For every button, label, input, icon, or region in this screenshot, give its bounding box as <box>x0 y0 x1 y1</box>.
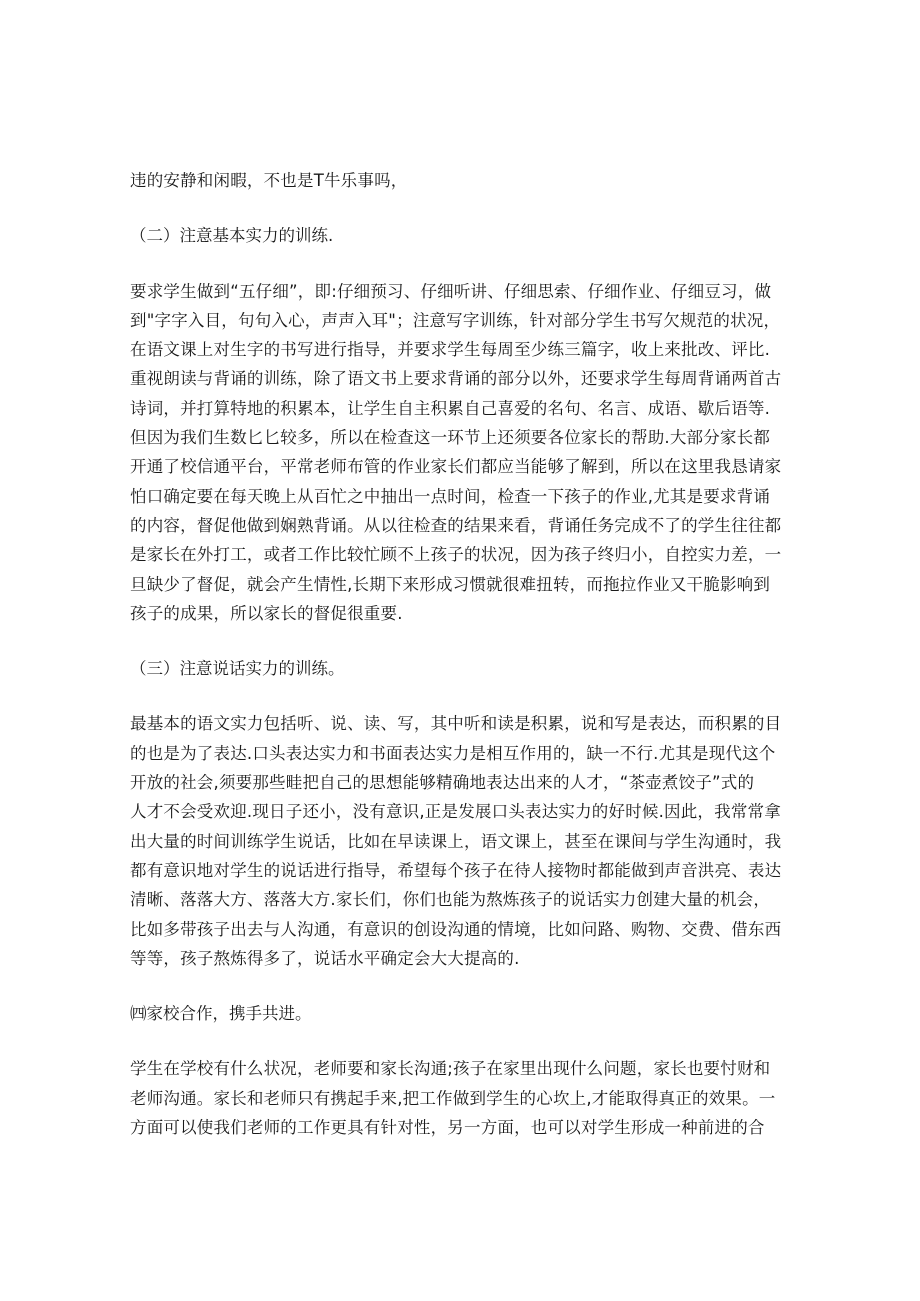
text-line: 在语文课上对生字的书写进行指导，并要求学生每周至少练三篇字，收上来批改、评比. <box>130 340 771 360</box>
text-line: 违的安静和闲暇，不也是T牛乐事吗， <box>130 171 408 190</box>
block-spacer <box>130 251 792 277</box>
text-line: 但因为我们生数匕匕较多，所以在检查这一环节上还须要各位家长的帮助.大部分家长都 <box>130 428 771 448</box>
section-heading-2: （二）注意基本实力的训练. <box>130 226 334 246</box>
document-page <box>130 166 792 1142</box>
text-line: 比如多带孩子出去与人沟通，有意识的创设沟通的情境，比如问路、购物、交费、借东西 <box>130 919 782 939</box>
paragraph-speaking-skills <box>130 709 792 973</box>
block-spacer <box>130 973 792 999</box>
text-line: 开通了校信通平台，平常老师布管的作业家长们都应当能够了解到，所以在这里我恳请家 <box>130 457 782 477</box>
text-line: 开放的社会,须要那些畦把自己的思想能够精确地表达出来的人才，“茶壶煮饺子”式的 <box>130 773 755 793</box>
section-heading-4: ㈣家校合作，携手共进。 <box>130 1004 312 1024</box>
paragraph-home-school <box>130 1054 792 1142</box>
text-line: 诗词，并打算特地的积累本，让学生自主积累自己喜爱的名句、名言、成语、歇后语等. <box>130 398 771 418</box>
block-spacer <box>130 195 792 221</box>
text-line: 等等，孩子熬炼得多了，说话水平确定会大大提高的. <box>130 948 520 968</box>
block-spacer <box>130 683 792 709</box>
text-line: 清晰、落落大方、落落大方.家长们，你们也能为熬炼孩子的说话实力创建大量的机会， <box>130 890 771 910</box>
text-line: 旦缺少了督促，就会产生情性,长期下来形成习惯就很难扭转，而拖拉作业又干脆影响到 <box>130 574 771 594</box>
text-line: 的内容，督促他做到娴熟背诵。从以往检查的结果来看，背诵任务完成不了的学生往往都 <box>130 515 782 535</box>
text-line: 要求学生做到“五仔细”，即:仔细预习、仔细听讲、仔细思索、仔细作业、仔细豆习，做 <box>130 281 772 301</box>
text-line: 是家长在外打工，或者工作比较忙顾不上孩子的状况，因为孩子终归小，自控实力差，一 <box>130 545 782 565</box>
text-line: 怕口确定要在每天晚上从百忙之中抽出一点时间，检查一下孩子的作业,尤其是要求背诵 <box>130 486 771 506</box>
text-line: 学生在学校有什么状况，老师要和家长沟通;孩子在家里出现什么问题，家长也要忖财和 <box>130 1059 771 1079</box>
text-line: 出大量的时间训练学生说话，比如在早读课上，语文课上，甚至在课间与学生沟通时，我 <box>130 831 782 851</box>
paragraph-basic-skills <box>130 277 792 629</box>
block-spacer <box>130 628 792 654</box>
text-line: 方面可以使我们老师的工作更具有针对性，另一方面，也可以对学生形成一种前进的合 <box>130 1118 765 1138</box>
text-line: 都有意识地对学生的说话进行指导，希望每个孩子在待人接物时都能做到声音洪亮、表达 <box>130 860 782 880</box>
text-line: 老师沟通。家长和老师只有携起手来,把工作做到学生的心坎上,才能取得真正的效果。一 <box>130 1088 776 1108</box>
text-line: 最基本的语文实力包括听、说、读、写，其中听和读是积累，说和写是表达，而积累的目 <box>130 714 782 734</box>
text-line: 到"字字入目，句句入心，声声入耳"；注意写字训练，针对部分学生书写欠规范的状况， <box>130 310 781 330</box>
text-line: 的也是为了表达.口头表达实力和书面表达实力是相互作用的，缺一不行.尤其是现代这个 <box>130 743 776 763</box>
text-line: 人才不会受欢迎.现日子还小，没有意识,正是发展口头表达实力的好时候.因此，我常常拿 <box>130 802 781 822</box>
paragraph-continued <box>130 166 792 195</box>
section-heading-3: （三）注意说话实力的训练。 <box>130 659 345 679</box>
text-line: 重视朗读与背诵的训练，除了语文书上要求背诵的部分以外，还要求学生每周背诵两首古 <box>130 369 782 389</box>
block-spacer <box>130 1028 792 1054</box>
text-line: 孩子的成果，所以家长的督促很重要. <box>130 603 403 623</box>
